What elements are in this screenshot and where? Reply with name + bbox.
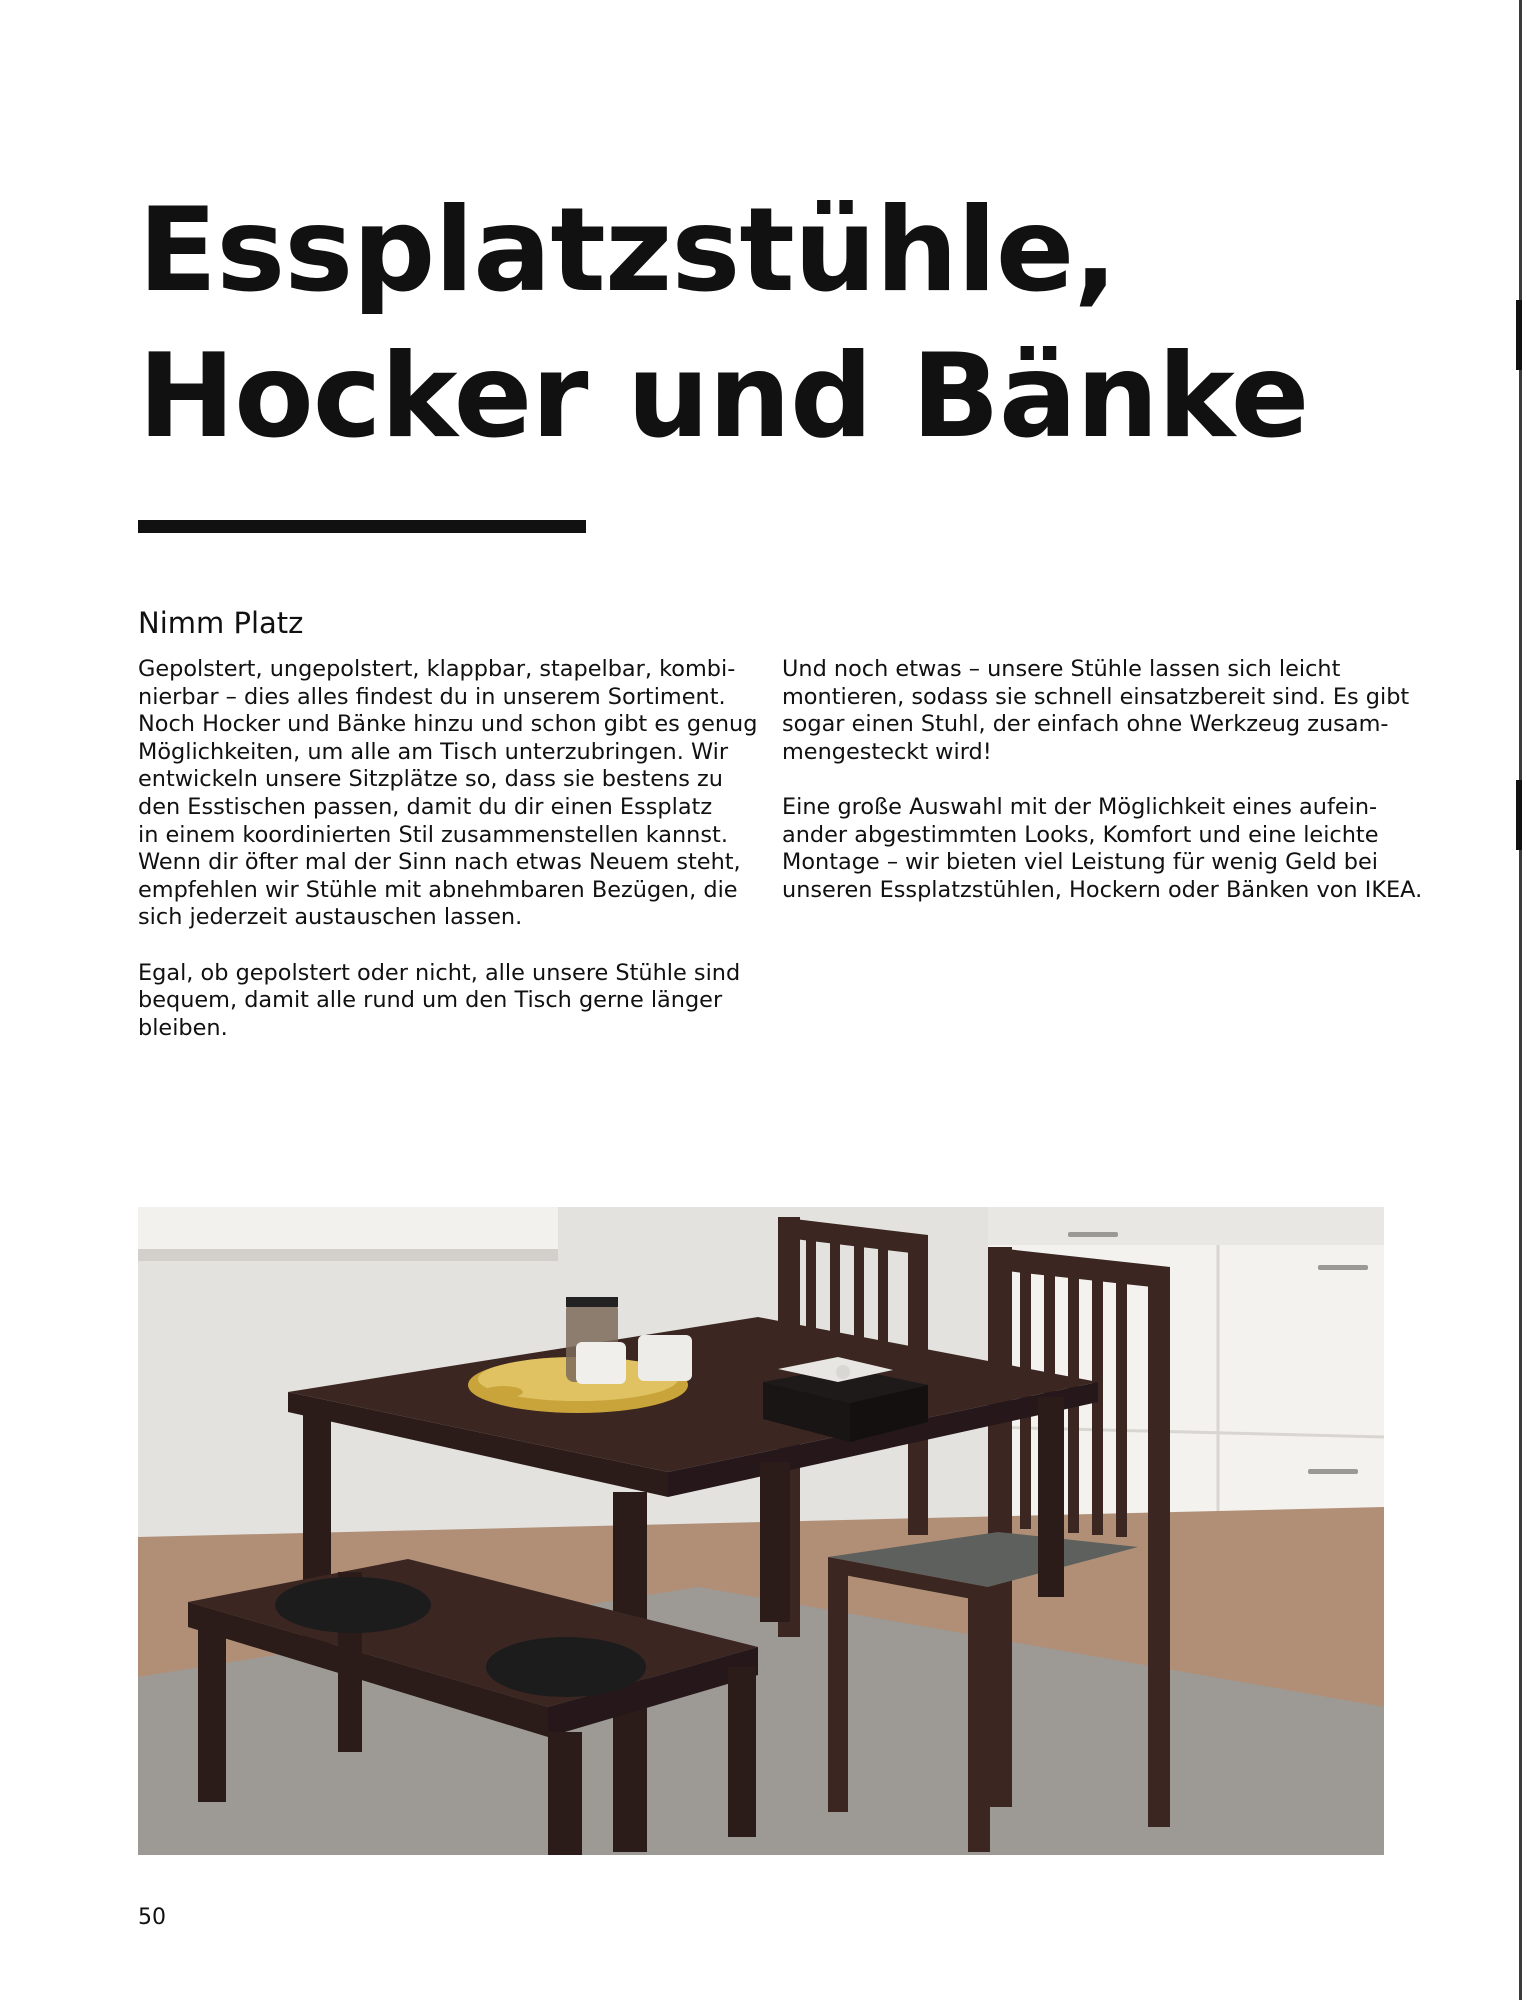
text-line: mengesteckt wird! <box>782 738 992 765</box>
left-text-column <box>138 656 757 1042</box>
cabinet-handle <box>1308 1469 1358 1474</box>
section-subheading: Nimm Platz <box>138 606 304 640</box>
dining-set-photo <box>138 1207 1384 1855</box>
right-text-column <box>782 656 1422 904</box>
text-line: nierbar – dies alles findest du in unserem Sortiment. <box>138 683 726 710</box>
window-sill <box>138 1207 558 1249</box>
text-line: montieren, sodass sie schnell einsatzbereit sind. Es gibt <box>782 683 1410 710</box>
countertop <box>988 1207 1384 1245</box>
paragraph <box>138 656 757 932</box>
text-line: ander abgestimmten Looks, Komfort und eine leichte <box>782 821 1379 848</box>
page-edge-mark <box>1516 780 1522 850</box>
text-line: unseren Essplatzstühlen, Hockern oder Bänken von IKEA. <box>782 876 1423 903</box>
text-line: Montage – wir bieten viel Leistung für wenig Geld bei <box>782 849 1378 876</box>
text-line: empfehlen wir Stühle mit abnehmbaren Bezügen, die <box>138 876 738 903</box>
paragraph <box>138 960 757 1043</box>
window-sill-edge <box>138 1249 558 1261</box>
text-line: Gepolstert, ungepolstert, klappbar, stapelbar, kombi- <box>138 656 736 682</box>
cabinet-handle <box>1318 1265 1368 1270</box>
text-line: den Esstischen passen, damit du dir einen Essplatz <box>138 793 713 820</box>
page-number: 50 <box>138 1905 166 1930</box>
text-line: entwickeln unsere Sitzplätze so, dass sie bestens zu <box>138 766 723 793</box>
page-title <box>138 178 1308 470</box>
coffee-mug <box>576 1342 626 1384</box>
paragraph <box>782 794 1422 904</box>
text-line: bequem, damit alle rund um den Tisch gerne länger <box>138 987 723 1014</box>
text-line: Wenn dir öfter mal der Sinn nach etwas Neuem steht, <box>138 849 741 876</box>
seat-pad <box>486 1637 646 1697</box>
cabinet-handle <box>1068 1232 1118 1237</box>
title-rule <box>138 520 586 533</box>
text-line: Noch Hocker und Bänke hinzu und schon gibt es genug <box>138 711 758 738</box>
text-line: Und noch etwas – unsere Stühle lassen sich leicht <box>782 656 1341 682</box>
dining-set-illustration <box>138 1207 1384 1855</box>
page-title-line: Hocker und Bänke <box>138 329 1309 464</box>
coffee-mug <box>638 1335 692 1381</box>
text-line: Möglichkeiten, um alle am Tisch unterzubringen. Wir <box>138 738 729 765</box>
paragraph <box>782 656 1422 766</box>
page-title-line: Essplatzstühle, <box>138 183 1117 318</box>
text-line: sogar einen Stuhl, der einfach ohne Werkzeug zusam- <box>782 711 1389 738</box>
text-line: sich jederzeit austauschen lassen. <box>138 904 523 931</box>
seat-pad <box>275 1577 431 1633</box>
text-line: Eine große Auswahl mit der Möglichkeit eines aufein- <box>782 793 1378 820</box>
page-edge-mark <box>1516 300 1522 370</box>
text-line: in einem koordinierten Stil zusammenstellen kannst. <box>138 821 728 848</box>
text-line: Egal, ob gepolstert oder nicht, alle unsere Stühle sind <box>138 959 741 986</box>
text-line: bleiben. <box>138 1014 228 1041</box>
